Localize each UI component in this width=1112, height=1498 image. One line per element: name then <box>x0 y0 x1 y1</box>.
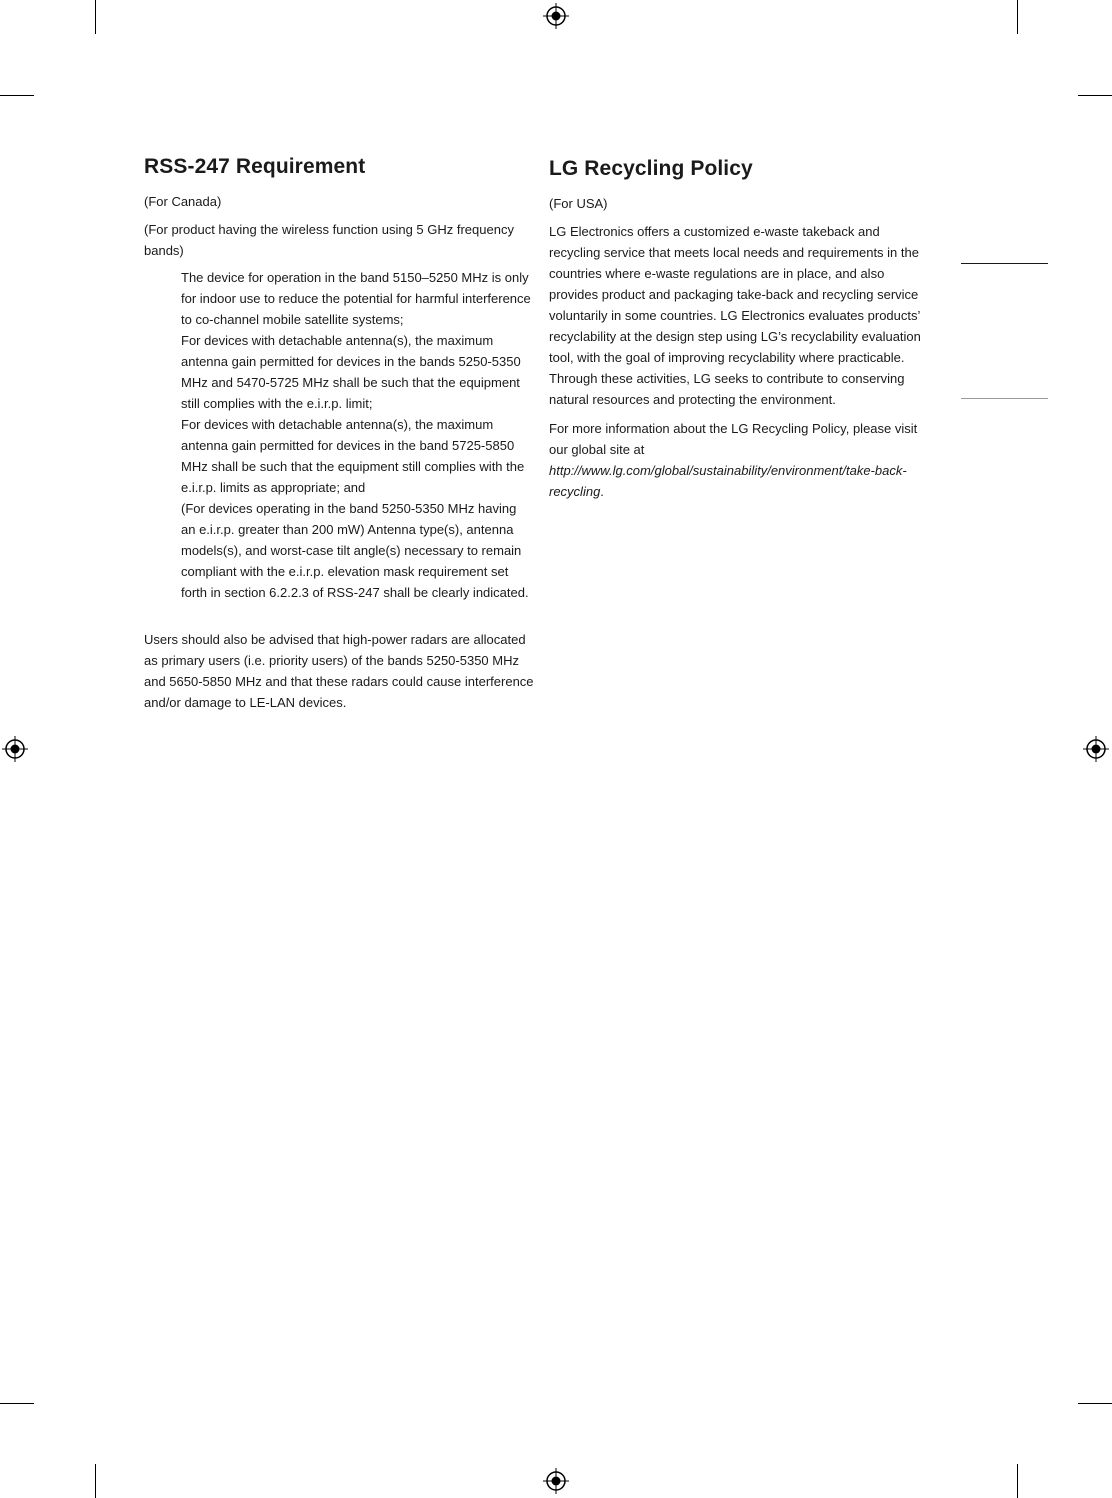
crop-mark-bottom-right <box>1017 1464 1018 1498</box>
rss-247-item: For devices with detachable antenna(s), the maximum antenna gain permitted for devices in the band 5725-5850 MHz shall be such that the equipment still complies with the e.i.r.p. limits as appropriate; and <box>181 417 525 495</box>
rss-247-region: (For Canada) <box>144 194 222 209</box>
crop-mark-top-left <box>95 0 96 34</box>
rss-247-radar-note: Users should also be advised that high-power radars are allocated as primary users (i.e. priority users) of the bands 5250-5350 MHz and 5650-5850 MHz and that these radars could cause interference and/or damage to LE-LAN devices. <box>144 632 534 710</box>
registration-mark-bottom-icon <box>543 1468 569 1494</box>
recycling-policy-body: LG Electronics offers a customized e-waste takeback and recycling service that meets local needs and requirements in the countries where e-waste regulations are in place, and also provides product and packaging take-back and recycling service voluntarily in some countries. LG Electronics evaluates products’ recyclability at the design step using LG’s recyclability evaluation tool, with the goal of improving recyclability where practicable. Through these activities, LG seeks to contribute to conserving natural resources and protecting the environment. <box>549 224 921 407</box>
crop-mark-top-right <box>1017 0 1018 34</box>
margin-tab-line <box>961 263 1048 264</box>
crop-mark-right-bottom <box>1078 1403 1112 1404</box>
recycling-policy-section <box>549 157 929 502</box>
recycling-policy-link[interactable]: http://www.lg.com/global/sustainability/environment/take-back-recycling <box>549 463 907 499</box>
more-info-period: . <box>600 484 604 499</box>
recycling-policy-heading: LG Recycling Policy <box>549 157 753 180</box>
more-info-text: For more information about the LG Recycling Policy, please visit our global site at <box>549 421 918 457</box>
registration-mark-top-icon <box>543 3 569 29</box>
registration-mark-right-icon <box>1083 736 1109 762</box>
rss-247-scope: (For product having the wireless function using 5 GHz frequency bands) <box>144 222 514 258</box>
rss-247-item: The device for operation in the band 5150–5250 MHz is only for indoor use to reduce the potential for harmful interference to co-channel mobile satellite systems; <box>181 270 531 327</box>
margin-tab-line-thin <box>961 398 1048 399</box>
crop-mark-bottom-left <box>95 1464 96 1498</box>
rss-247-requirements-list <box>144 267 534 603</box>
rss-247-section <box>144 155 534 713</box>
crop-mark-left-bottom <box>0 1403 34 1404</box>
rss-247-item: (For devices operating in the band 5250-5350 MHz having an e.i.r.p. greater than 200 mW) Antenna type(s), antenna models(s), and worst-case tilt angle(s) necessary to remain compliant with the e.i.r.p. elevation mask requirement set forth in section 6.2.2.3 of RSS-247 shall be clearly indicated. <box>181 501 529 600</box>
rss-247-heading: RSS-247 Requirement <box>144 155 366 178</box>
recycling-policy-more-info <box>549 418 929 502</box>
registration-mark-left-icon <box>2 736 28 762</box>
crop-mark-right-top <box>1078 95 1112 96</box>
recycling-policy-region: (For USA) <box>549 196 608 211</box>
crop-mark-left-top <box>0 95 34 96</box>
rss-247-item: For devices with detachable antenna(s), the maximum antenna gain permitted for devices in the bands 5250-5350 MHz and 5470-5725 MHz shall be such that the equipment still complies with the e.i.r.p. limit; <box>181 333 521 411</box>
